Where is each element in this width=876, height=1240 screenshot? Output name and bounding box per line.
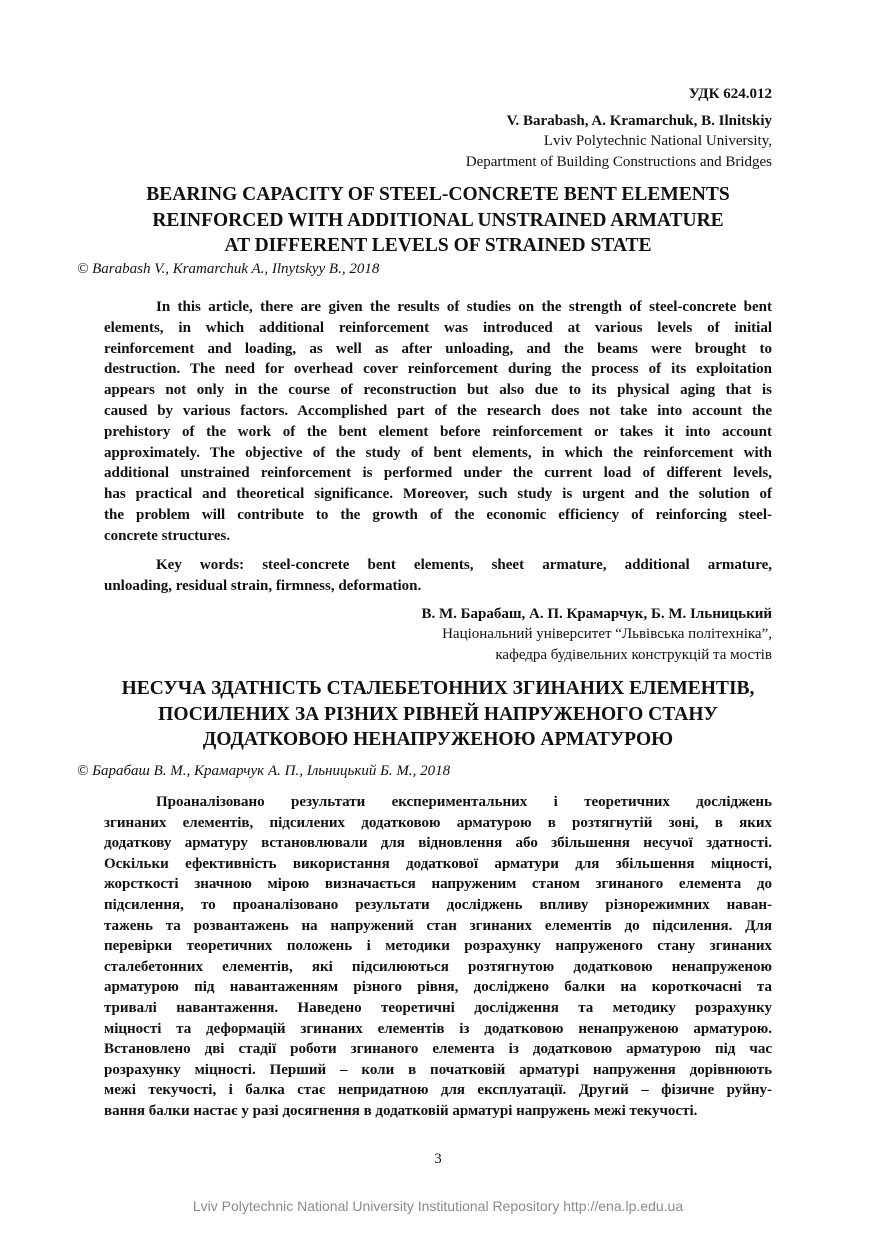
udk-code: УДК 624.012 xyxy=(688,86,772,102)
text-line: additional unstrained reinforcement is performed under the current load of different levels, xyxy=(104,465,772,482)
text-line: додаткову арматуру встановлювали для відновлення або збільшення несучої здатності. xyxy=(104,835,772,852)
text-line: згинаних елементів, підсилених додатковою арматурою в розтягнутій зоні, в яких xyxy=(104,814,772,831)
text-line: unloading, residual strain, firmness, deformation. xyxy=(104,577,422,594)
text-line: арматурою під навантаженням різного рівня, досліджено балки на короткочасні та xyxy=(104,979,772,996)
uk-title: НЕСУЧА ЗДАТНІСТЬ СТАЛЕБЕТОННИХ ЗГИНАНИХ ЕЛЕМЕНТІВ, ПОСИЛЕНИХ ЗА РІЗНИХ РІВНЕЙ НАПРУЖЕНОГО СТАНУ ДОДАТКОВОЮ НЕНАПРУЖЕНОЮ АРМАТУРОЮ xyxy=(121,678,755,750)
text-line: міцності та деформацій згинаних елементів із додатковою ненапруженою арматурою. xyxy=(104,1020,772,1037)
en-copyright: © Barabash V., Kramarchuk A., Ilnytskyy B., 2018 xyxy=(77,261,380,277)
text-line: caused by various factors. Accomplished part of the research does not take into account the xyxy=(104,402,772,419)
repository-footer: Lviv Polytechnic National University Institutional Repository http://ena.lp.edu.ua xyxy=(192,1198,684,1214)
uk-authors: В. М. Барабаш, А. П. Крамарчук, Б. М. Ільницький xyxy=(421,606,772,622)
text-line: Оскільки ефективність використання додаткової арматури для збільшення міцності, xyxy=(104,855,772,872)
page-number: 3 xyxy=(434,1151,442,1167)
en-keywords xyxy=(104,555,772,597)
text-line: підсилення, то проаналізовано результати досліджень впливу різнорежимних наван- xyxy=(104,896,772,913)
en-department: Department of Building Constructions and Bridges xyxy=(465,154,772,170)
text-line: перевірки теоретичних положень і методики розрахунку напруженого стану згинаних xyxy=(104,938,772,955)
text-line: destruction. The need for overhead cover reinforcement during the process of its exploitation xyxy=(104,361,772,378)
text-line: жорсткості значною мірою визначається напруженим станом згинаного елемента до xyxy=(104,876,772,893)
text-line: Проаналізовано результати експериментальних і теоретичних досліджень xyxy=(156,794,772,810)
text-line: concrete structures. xyxy=(104,527,231,544)
text-line: the problem will contribute to the growth of the economic efficiency of reinforcing steel- xyxy=(104,506,772,523)
text-line: approximately. The objective of the study of bent elements, in which the reinforcement with xyxy=(104,444,772,461)
text-line: In this article, there are given the results of studies on the strength of steel-concrete bent xyxy=(156,299,772,315)
uk-affiliation: Національний університет “Львівська політехніка”, xyxy=(442,626,772,642)
en-affiliation: Lviv Polytechnic National University, xyxy=(543,133,772,149)
text-line: Key words: steel-concrete bent elements, sheet armature, additional armature, xyxy=(156,557,772,573)
text-line: тривалі навантаження. Наведено теоретичні дослідження та методику розрахунку xyxy=(104,999,772,1016)
text-line: prehistory of the work of the bent element before reinforcement or takes it into account xyxy=(104,423,772,440)
uk-department: кафедра будівельних конструкцій та мостів xyxy=(495,647,772,663)
uk-abstract xyxy=(104,792,772,1122)
text-line: сталебетонних елементів, які підсилюються розтягнутою додатковою ненапруженою xyxy=(104,958,772,975)
text-line: вання балки настає у разі досягнення в додатковій арматурі напружень межі текучості. xyxy=(104,1102,698,1119)
en-title: BEARING CAPACITY OF STEEL-CONCRETE BENT ELEMENTS REINFORCED WITH ADDITIONAL UNSTRAINED ARMATURE AT DIFFERENT LEVELS OF STRAINED STATE xyxy=(146,184,730,256)
en-abstract xyxy=(104,297,772,547)
text-line: reinforcement and loading, as well as after unloading, and the beams were brought to xyxy=(104,340,772,357)
text-line: тажень та розвантажень на напружений стан згинаних елементів до підсилення. Для xyxy=(104,917,772,934)
uk-copyright: © Барабаш В. М., Крамарчук А. П., Ільницький Б. М., 2018 xyxy=(77,763,451,779)
text-line: elements, in which additional reinforcement was introduced at various levels of initial xyxy=(104,319,772,336)
en-authors: V. Barabash, A. Kramarchuk, B. Ilnitskiy xyxy=(506,113,772,129)
text-line: Встановлено дві стадії роботи згинаного елемента із додатковою арматурою під час xyxy=(104,1041,772,1058)
text-line: межі текучості, і балка стає непридатною для експлуатації. Другий – фізичне руйну- xyxy=(104,1082,772,1099)
text-line: розрахунку міцності. Перший – коли в початковій арматурі напруження дорівнюють xyxy=(104,1061,772,1078)
text-line: has practical and theoretical significance. Moreover, such study is urgent and the solution of xyxy=(104,486,772,503)
text-line: appears not only in the course of reconstruction but also due to its physical aging that is xyxy=(104,382,772,399)
